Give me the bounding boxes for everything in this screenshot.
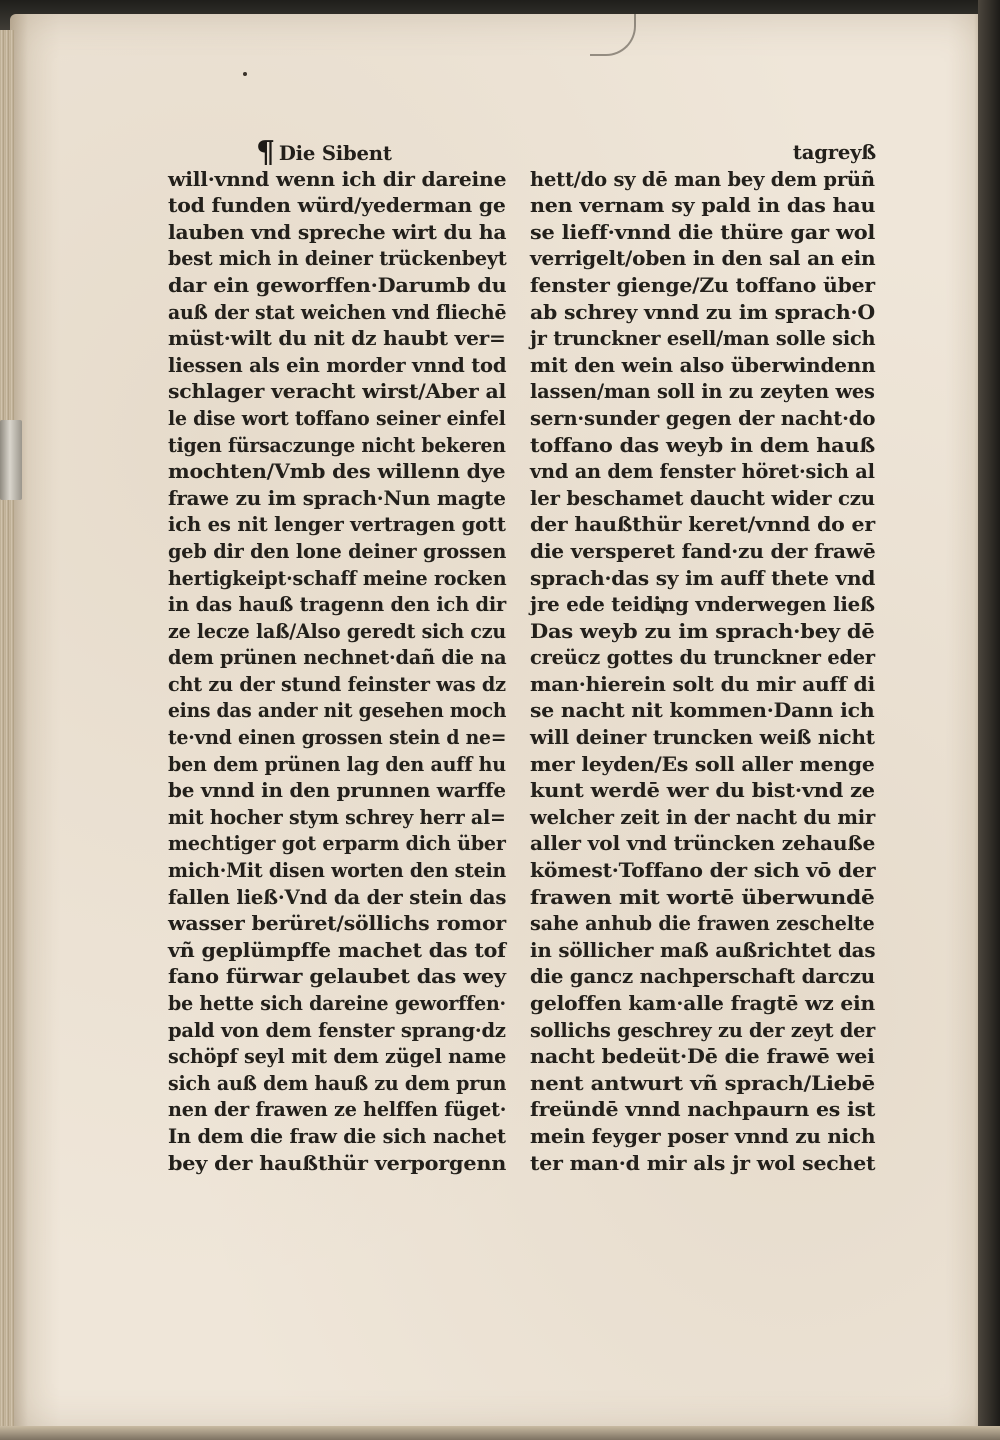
text-line: jr trunckner esell/man solle sich [530, 327, 876, 351]
text-line: ter man·d mir als jr wol sechet [530, 1151, 876, 1175]
text-line: best mich in deiner trückenbeyt [168, 247, 507, 271]
page-stack-edge [0, 30, 14, 1430]
text-line: fenster gienge/Zu toffano über [530, 273, 875, 297]
text-line: be hette sich dareine geworffen· [168, 992, 506, 1015]
running-header-right [530, 140, 880, 167]
page-clip [0, 420, 22, 500]
text-line: auß der stat weichen vnd fliechē [168, 300, 507, 324]
text-line: tigen fürsaczunge nicht bekeren [168, 433, 506, 457]
text-line: mer leyden/Es soll aller menge [530, 752, 875, 776]
text-line: pald von dem fenster sprang·dz [168, 1018, 506, 1042]
text-line: ze lecze laß/Also geredt sich czu [168, 619, 506, 643]
text-line: sollichs geschrey zu der zeyt der [530, 1018, 876, 1042]
text-line: sich auß dem hauß zu dem prun [168, 1071, 507, 1095]
page-bottom-edge [0, 1426, 1000, 1440]
text-line: frawe zu im sprach·Nun magte [168, 486, 506, 510]
text-line: lassen/man soll in zu zeyten wes [530, 380, 875, 404]
text-line: le dise wort toffano seiner einfel [168, 406, 506, 430]
ink-speck [243, 72, 247, 76]
text-line: liessen als ein morder vnnd tod [168, 353, 507, 377]
header-left-text: Die Sibent [278, 142, 392, 165]
text-line: geb dir den lone deiner grossen [168, 539, 507, 563]
text-line: kömest·Toffano der sich vō der [530, 859, 876, 883]
text-line: mit den wein also überwindenn [530, 353, 876, 377]
text-line: müst·wilt du nit dz haubt ver= [168, 327, 506, 351]
text-line: aller vol vnd trüncken zehauße [530, 832, 876, 856]
text-line: hertigkeipt·schaff meine rocken [168, 566, 507, 590]
text-line: te·vnd einen grossen stein d ne= [168, 726, 507, 750]
text-line: toffano das weyb in dem hauß [530, 433, 876, 457]
text-line: ab schrey vnnd zu im sprach·O [530, 300, 875, 324]
text-line: mit hocher stym schrey herr al= [168, 805, 506, 829]
binding-gutter [978, 0, 1000, 1440]
text-line: welcher zeit in der nacht du mir [530, 805, 876, 829]
text-line: ler beschamet daucht wider czu [530, 486, 875, 510]
text-line: will deiner truncken weiß nicht [530, 726, 875, 750]
text-line: in das hauß tragenn den ich dir [168, 593, 507, 617]
text-line: vñ geplümpffe machet das tof [168, 938, 506, 962]
text-line: verrigelt/oben in den sal an ein [530, 247, 876, 271]
text-line: dem prünen nechnet·dañ die na [168, 646, 507, 670]
text-line: die versperet fand·zu der frawē [530, 539, 876, 563]
text-line: geloffen kam·alle fragtē wz ein [530, 992, 876, 1015]
text-line: in söllicher maß außrichtet das [530, 938, 876, 962]
text-line: sahe anhub die frawen zeschelte [530, 912, 875, 936]
text-line: wasser berüret/söllichs romor [168, 912, 507, 936]
text-line: sprach·das sy im auff thete vnd [530, 566, 876, 590]
text-line: ben dem prünen lag den auff hu [168, 752, 506, 776]
text-line: mochten/Vmb des willenn dye [168, 460, 506, 484]
text-line: creücz gottes du trunckner eder [530, 646, 875, 670]
text-line: freündē vnnd nachpaurn es ist [530, 1098, 876, 1122]
right-column-lines [530, 167, 880, 1178]
right-text-column [530, 140, 880, 1177]
text-line: der haußthür keret/vnnd do er [530, 513, 875, 537]
text-line: nen der frawen ze helffen füget· [168, 1098, 507, 1122]
text-line: die gancz nachperschaft darczu [530, 965, 875, 989]
text-line: schlager veracht wirst/Aber al [168, 380, 507, 404]
text-line: be vnnd in den prunnen warffe [168, 779, 506, 803]
text-line: mich·Mit disen worten den stein [168, 859, 507, 883]
text-line: Das weyb zu im sprach·bey dē [530, 619, 875, 643]
text-line: vnd an dem fenster höret·sich al [530, 460, 875, 484]
text-line: frawen mit wortē überwundē [530, 885, 875, 909]
header-right-text: tagreyß [792, 141, 876, 164]
text-line: se lieff·vnnd die thüre gar wol [530, 220, 876, 244]
text-line: sern·sunder gegen der nacht·do [530, 406, 876, 430]
text-line: jre ede teiding vnderwegen ließ [530, 593, 875, 617]
text-line: ich es nit lenger vertragen gott [168, 513, 506, 537]
text-line: fano fürwar gelaubet das wey [168, 965, 506, 989]
text-line: mechtiger got erparm dich über [168, 832, 506, 856]
text-line: eins das ander nit gesehen moch [168, 699, 507, 723]
text-line: bey der haußthür verporgenn [168, 1151, 507, 1175]
running-header-left [168, 135, 508, 170]
text-line: dar ein geworffen·Darumb du [168, 273, 507, 297]
text-line: se nacht nit kommen·Dann ich [530, 699, 875, 723]
text-line: fallen ließ·Vnd da der stein das [168, 885, 507, 909]
text-line: mein feyger poser vnnd zu nich [530, 1124, 876, 1148]
text-line: hett/do sy dē man bey dem prüñ [530, 167, 875, 191]
text-line: kunt werdē wer du bist·vnd ze [530, 779, 875, 803]
text-line: nent antwurt vñ sprach/Liebē [530, 1071, 875, 1095]
text-line: lauben vnd spreche wirt du ha [168, 220, 507, 244]
text-line: man·hierein solt du mir auff di [530, 672, 876, 696]
left-text-column [168, 135, 508, 1177]
text-line: nacht bedeüt·Dē die frawē wei [530, 1045, 875, 1069]
text-line: tod funden würd/yederman ge [168, 194, 506, 218]
text-line: nen vernam sy pald in das hau [530, 194, 876, 218]
text-line: cht zu der stund feinster was dz [168, 672, 506, 696]
text-line: In dem die fraw die sich nachet [168, 1124, 506, 1148]
paragraph-mark-icon: ¶ [256, 135, 275, 170]
text-line: schöpf seyl mit dem zügel name [168, 1045, 507, 1069]
text-line: will·vnnd wenn ich dir dareine [168, 167, 507, 191]
left-column-lines [168, 167, 508, 1178]
